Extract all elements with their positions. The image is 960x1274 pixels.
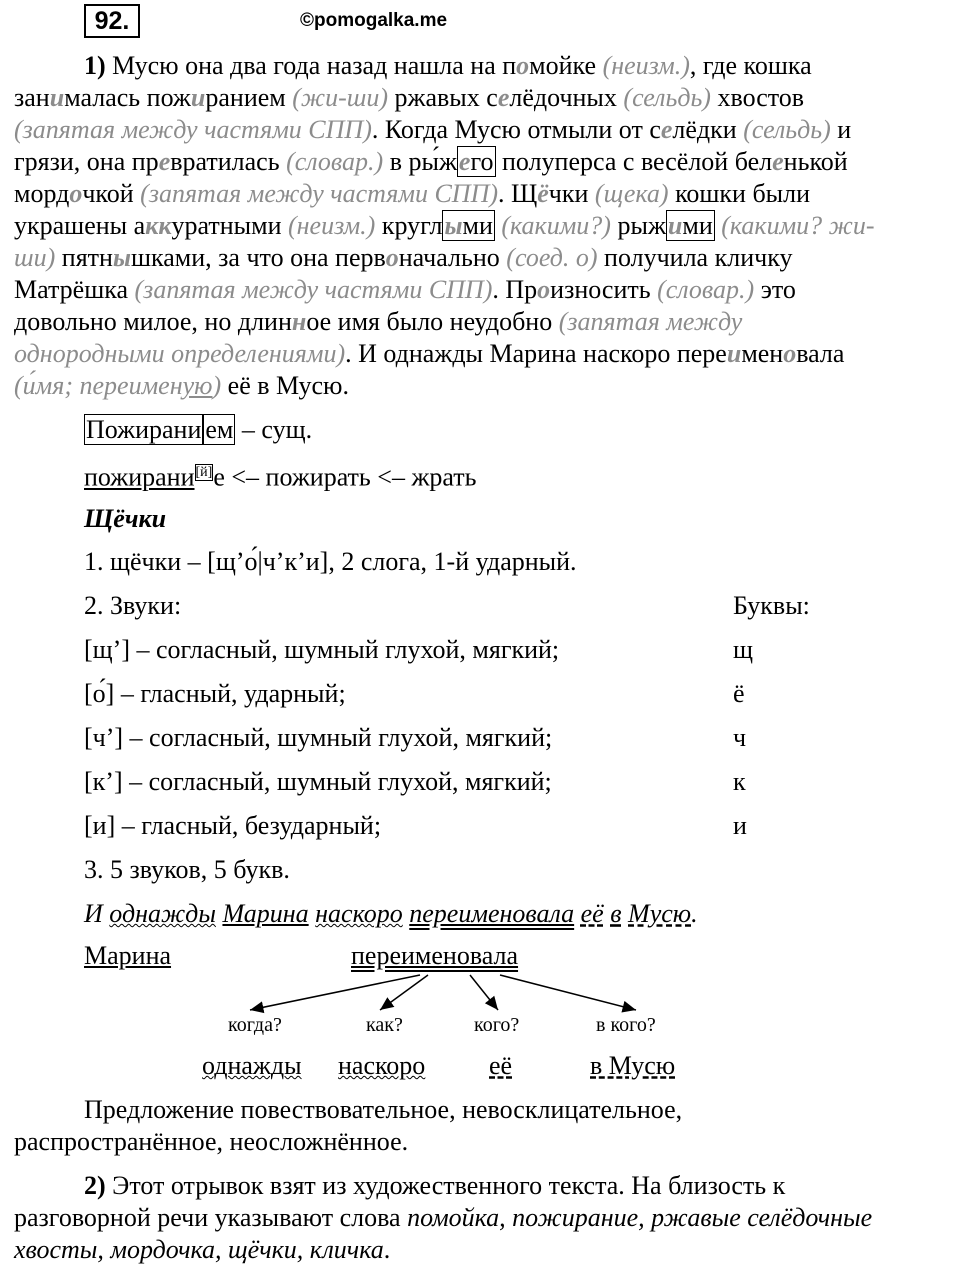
question-label: в кого? [596, 1014, 656, 1036]
highlight-letter: ё [537, 179, 549, 208]
note: (соед. о) [506, 243, 598, 272]
text: пожирани [84, 462, 195, 492]
note: (запятая между частями СПП) [14, 115, 372, 144]
p2-line-1 [14, 1170, 939, 1202]
text: вала [796, 339, 845, 368]
arrow [500, 975, 636, 1010]
text: чкой [82, 179, 134, 208]
highlight-letter: е [458, 147, 471, 176]
note: (запятая между [558, 307, 743, 336]
text: шками, за что она перв [131, 243, 386, 272]
adverbial: наскоро [315, 899, 403, 928]
text: ми [682, 211, 713, 240]
note: (щека) [594, 179, 669, 208]
highlight-letter: и [49, 83, 65, 112]
text: ое имя было неудобно [306, 307, 553, 336]
text: помойка, пожирание, ржавые селёдочные [407, 1203, 873, 1232]
text: чки [548, 179, 589, 208]
text: хвосты, мордочка, щёчки, кличка [14, 1235, 384, 1264]
text: Матрёшка [14, 275, 129, 304]
question-label: кого? [474, 1014, 520, 1036]
highlight-letter: и [190, 83, 206, 112]
note: (сельдь) [623, 83, 711, 112]
note: (словар.) [286, 147, 384, 176]
ending-box: ем [205, 415, 234, 444]
task-number: 92. [84, 4, 140, 38]
p2-line-3 [14, 1234, 939, 1266]
text: начально [398, 243, 500, 272]
stem-box: Пожирани [86, 415, 202, 444]
text: рыж [610, 211, 666, 240]
predicate: переименовала [409, 899, 575, 928]
phonetic-line-2: 2. Звуки: [84, 591, 182, 620]
text: – сущ. [235, 415, 313, 444]
scheme-subject: Марина [84, 941, 172, 970]
text: е <– [213, 462, 266, 492]
note: (жи-ши) [292, 83, 389, 112]
text: жрать [411, 462, 477, 492]
note: (словар.) [657, 275, 755, 304]
letter-cell: и [733, 811, 747, 840]
text: пятн [55, 243, 113, 272]
highlight-letter: о [537, 275, 551, 304]
text: го [470, 147, 494, 176]
text: И [84, 899, 103, 928]
sound-row: [ч’] – согласный, шумный глухой, мягкий; [84, 723, 553, 752]
text: это [754, 275, 796, 304]
text: полуперса с весёлой бел [495, 147, 773, 176]
subject: Марина [222, 899, 309, 928]
highlight-letter: и [667, 211, 683, 240]
sentence-description: Предложение повествовательное, невосклицательное, [84, 1095, 683, 1124]
site-watermark: ©pomogalka.me [300, 10, 448, 31]
text: лёдки [672, 115, 737, 144]
scheme-object: в Мусю [590, 1051, 676, 1080]
text: ранием [205, 83, 286, 112]
note: ши) [14, 243, 56, 272]
text: ржавых с [388, 83, 498, 112]
sound-row: [к’] – согласный, шумный глухой, мягкий; [84, 767, 552, 796]
phonetic-line-3: 3. 5 звуков, 5 букв. [84, 855, 290, 884]
text: грязи, она пр [14, 147, 159, 176]
text: хвостов [710, 83, 805, 112]
highlight-letter: о [516, 51, 530, 80]
text: уратными [171, 211, 282, 240]
highlight-letter: е [158, 147, 171, 176]
arrow [250, 975, 420, 1010]
scheme-predicate: переименовала [351, 941, 519, 970]
text: . [383, 1235, 391, 1264]
text: п [502, 51, 517, 80]
text: морд [14, 179, 70, 208]
item-label-1: 1) [84, 51, 106, 80]
text: пожирать [265, 462, 371, 492]
question-label: как? [366, 1014, 403, 1036]
sound-row: [щ’] – согласный, шумный глухой, мягкий; [84, 635, 560, 664]
text: . И однажды Марина наскоро пере [345, 339, 727, 368]
note: (какими? жи- [721, 211, 875, 240]
highlight-letter: е [497, 83, 510, 112]
text: разговорной речи указывают слова [14, 1203, 408, 1232]
text: получила кличку [597, 243, 793, 272]
text: Мусю она два года назад нашла на [112, 51, 503, 80]
text: <– [370, 462, 412, 492]
adverbial: однажды [109, 899, 216, 928]
highlight-letter: н [291, 307, 307, 336]
text: украшены а [14, 211, 146, 240]
sound-row: [и] – гласный, безударный; [84, 811, 382, 840]
note: (сельдь) [743, 115, 831, 144]
phonetic-line-1: 1. щёчки – [щ’о́|ч’к’и], 2 слога, 1-й ударный. [84, 547, 577, 576]
paragraph-2 [14, 1170, 939, 1266]
text: лёдочных [509, 83, 617, 112]
letter-cell: ё [733, 679, 745, 708]
text: Этот отрывок взят из художественного текста. На близость к [105, 1171, 786, 1200]
text: зан [14, 83, 50, 112]
letter-cell: к [733, 767, 746, 796]
letter-cell: щ [733, 635, 754, 664]
note: (какими?) [501, 211, 611, 240]
text: и [830, 115, 852, 144]
text: . Когда Мусю отмыли от с [371, 115, 661, 144]
sentence-description: распространённое, неосложнённое. [14, 1127, 409, 1156]
scheme-adverbial: наскоро [338, 1051, 426, 1080]
text: , где кошка [689, 51, 812, 80]
text: её в Мусю. [221, 371, 349, 400]
letter-cell: ч [733, 723, 747, 752]
text: мен [741, 339, 784, 368]
letters-header: Буквы: [733, 591, 810, 620]
highlight-letter: о [385, 243, 399, 272]
text: ми [462, 211, 493, 240]
note: (запятая между частями СПП) [140, 179, 499, 208]
note: (запятая между частями СПП) [134, 275, 493, 304]
highlight-letter: о [783, 339, 797, 368]
highlight-letter: о [69, 179, 83, 208]
highlight-letter: ы [112, 243, 131, 272]
text: . [691, 899, 698, 928]
p2-line-2 [14, 1202, 939, 1234]
text: кошки были [668, 179, 811, 208]
object: Мусю [628, 899, 692, 928]
scheme-object: её [489, 1051, 513, 1080]
text: мойке [529, 51, 597, 80]
note: ую [182, 371, 213, 400]
note: (и́мя; переимен [14, 371, 183, 400]
highlight-letter: ы [444, 211, 463, 240]
arrow [380, 975, 428, 1010]
text: . Пр [492, 275, 538, 304]
text: в ры́ж [383, 147, 457, 176]
text: малась пож [64, 83, 191, 112]
text: кругл [375, 211, 443, 240]
note: (неизм.) [602, 51, 690, 80]
highlight-letter: е [772, 147, 784, 176]
text: . Щ [498, 179, 538, 208]
text: вратилась [170, 147, 280, 176]
ending-box: [й] [195, 465, 213, 480]
object: в [610, 899, 622, 928]
arrow [470, 975, 498, 1010]
item-label-2: 2) [84, 1171, 106, 1200]
highlight-letter: и [726, 339, 742, 368]
note: ) [212, 371, 222, 400]
highlight-letter: кк [145, 211, 172, 240]
note: (неизм.) [288, 211, 376, 240]
note: однородными определениями) [14, 339, 346, 368]
question-label: когда? [228, 1014, 282, 1036]
text: нькой [783, 147, 848, 176]
text: довольно милое, но длин [14, 307, 292, 336]
phonetic-title: Щёчки [84, 504, 167, 533]
text: износить [550, 275, 651, 304]
highlight-letter: е [660, 115, 673, 144]
scheme-adverbial: однажды [202, 1051, 302, 1080]
sound-row: [о́] – гласный, ударный; [84, 679, 346, 708]
object: её [580, 899, 604, 928]
